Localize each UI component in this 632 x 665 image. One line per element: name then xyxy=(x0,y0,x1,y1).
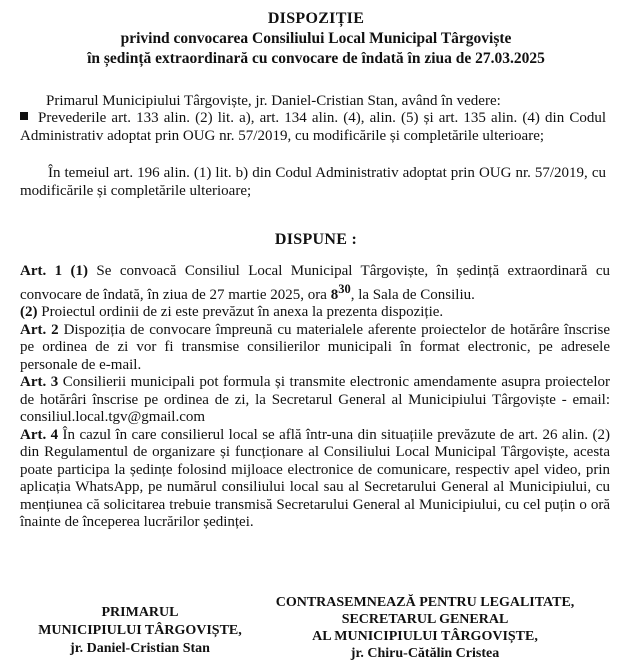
article-1-text-b: , la Sala de Consiliu. xyxy=(350,286,475,303)
document-title: DISPOZIȚIE xyxy=(267,10,365,27)
intro-paragraph: Primarul Municipiului Târgoviște, jr. Daniel-Cristian Stan, având în vedere: xyxy=(46,93,501,109)
legal-basis-text: Prevederile art. 133 alin. (2) lit. a), art. 134 alin. (4), alin. (5) și art. 135 alin. (4) din Codul Administrativ adoptat prin OUG nr. 57/2019, cu modificările și completările ulterioare; xyxy=(20,110,606,144)
article-4 xyxy=(20,427,610,532)
article-1-hour: 8 xyxy=(330,286,339,303)
secretary-municipality: AL MUNICIPIULUI TÂRGOVIȘTE, xyxy=(312,629,538,644)
legal-grounds-paragraph: În temeiul art. 196 alin. (1) lit. b) din Codul Administrativ adoptat prin OUG nr. 57/2019, cu modificările și completările ulterioare; xyxy=(20,165,606,199)
bullet-marker xyxy=(20,112,28,120)
article-1-2-label: (2) xyxy=(20,304,38,320)
article-1-minutes: 30 xyxy=(338,281,351,296)
document-subtitle-line2: în ședință extraordinară cu convocare de îndată în ziua de 27.03.2025 xyxy=(87,50,545,67)
article-4-label: Art. 4 xyxy=(20,426,59,443)
article-4-text: În cazul în care consilierul local se află într-una din situațiile prevăzute de art. 26 alin. (2) din Regulamentul de organizare și funcționare al Consiliului Local Municipal Târgoviște, acesta poate participa la ședințe folosind mijloace electronice de comunicare, respectiv apel video, prin aplicația WhatsApp, pe numărul consiliului local sau al Secretarului General al Municipiului, cu mențiunea că solicitarea trebuie transmisă Secretarului General al Municipiului, cu cel puțin o oră înainte de începerea lucrărilor ședinței. xyxy=(20,426,610,530)
article-2-text: Dispoziția de convocare împreună cu materialele aferente proiectelor de hotărâre înscrise pe ordinea de zi vor fi transmise consilierilor municipali în format electronic, pe adresele personale de e-mail. xyxy=(20,321,610,373)
article-2-label: Art. 2 xyxy=(20,321,59,338)
document-subtitle-line1: privind convocarea Consiliului Local Municipal Târgoviște xyxy=(120,30,512,47)
mayor-title: PRIMARUL xyxy=(101,605,179,620)
article-1 xyxy=(20,263,610,304)
secretary-signature-block xyxy=(225,594,625,662)
legal-basis-bullet xyxy=(20,110,606,145)
secretary-title: SECRETARUL GENERAL xyxy=(341,612,509,627)
article-1-2-text: Proiectul ordinii de zi este prevăzut în anexa la prezenta dispoziție. xyxy=(41,304,444,320)
section-heading-dispune: DISPUNE : xyxy=(274,231,358,248)
countersign-heading: CONTRASEMNEAZĂ PENTRU LEGALITATE, xyxy=(275,595,575,610)
document-header xyxy=(0,9,632,69)
article-1-label: Art. 1 (1) xyxy=(20,263,89,279)
mayor-municipality: MUNICIPIULUI TÂRGOVIȘTE, xyxy=(38,623,242,638)
article-3-text: Consilierii municipali pot formula și transmite electronic amendamente asupra proiectelor de hotărâri înscrise pe ordinea de zi, la Secretarul General al Municipiului Târgoviște - email: consiliul.local.tgv@gmail.com xyxy=(20,374,610,425)
article-2 xyxy=(20,322,610,375)
articles-section xyxy=(20,263,610,532)
article-1-text-a: Se convoacă Consiliul Local Municipal Târgoviște, în ședință extraordinară cu convocare de îndată, în ziua de 27 martie 2025, ora xyxy=(20,263,611,303)
mayor-signature-block xyxy=(20,604,260,658)
article-1-paragraph-2 xyxy=(20,304,610,322)
article-3-label: Art. 3 xyxy=(20,374,59,390)
secretary-name: jr. Chiru-Cătălin Cristea xyxy=(350,646,500,661)
article-3 xyxy=(20,374,610,427)
mayor-name: jr. Daniel-Cristian Stan xyxy=(70,641,210,656)
